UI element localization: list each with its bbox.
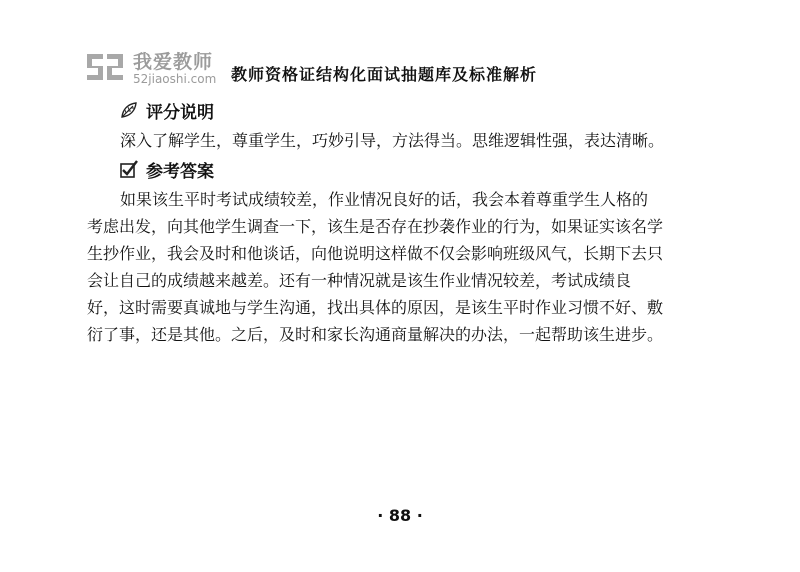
- answer-line: 如果该生平时考试成绩较差，作业情况良好的话，我会本着尊重学生人格的: [120, 190, 649, 209]
- scoring-heading-text: 评分说明: [146, 102, 214, 123]
- leaf-icon: [120, 101, 138, 119]
- answer-heading-text: 参考答案: [146, 161, 214, 182]
- answer-line: 衍了事，还是其他。之后，及时和家长沟通商量解决的办法，一起帮助该生进步。: [87, 325, 664, 344]
- scoring-heading: [120, 98, 214, 122]
- answer-line: 考虑出发，向其他学生调查一下，该生是否存在抄袭作业的行为，如果证实该名学: [87, 217, 664, 236]
- page-number: · 88 ·: [377, 506, 423, 525]
- checkbox-check-icon: [120, 160, 138, 178]
- answer-line: 生抄作业，我会及时和他谈话，向他说明这样做不仅会影响班级风气，长期下去只: [87, 244, 664, 263]
- logo-mark-icon: [83, 48, 127, 86]
- logo-domain: 52jiaoshi.com: [133, 72, 217, 86]
- logo: [83, 46, 223, 90]
- book-title: 教师资格证结构化面试抽题库及标准解析: [231, 65, 538, 84]
- logo-name: 我爱教师: [133, 51, 214, 73]
- answer-heading: [120, 157, 214, 181]
- answer-line: 好，这时需要真诚地与学生沟通，找出具体的原因，是该生平时作业习惯不好、敷: [87, 298, 664, 317]
- page-header: [83, 46, 723, 90]
- scoring-text: 深入了解学生，尊重学生，巧妙引导，方法得当。思维逻辑性强，表达清晰。: [120, 131, 665, 150]
- answer-paragraph: [87, 186, 727, 348]
- answer-line: 会让自己的成绩越来越差。还有一种情况就是该生作业情况较差，考试成绩良: [87, 271, 632, 290]
